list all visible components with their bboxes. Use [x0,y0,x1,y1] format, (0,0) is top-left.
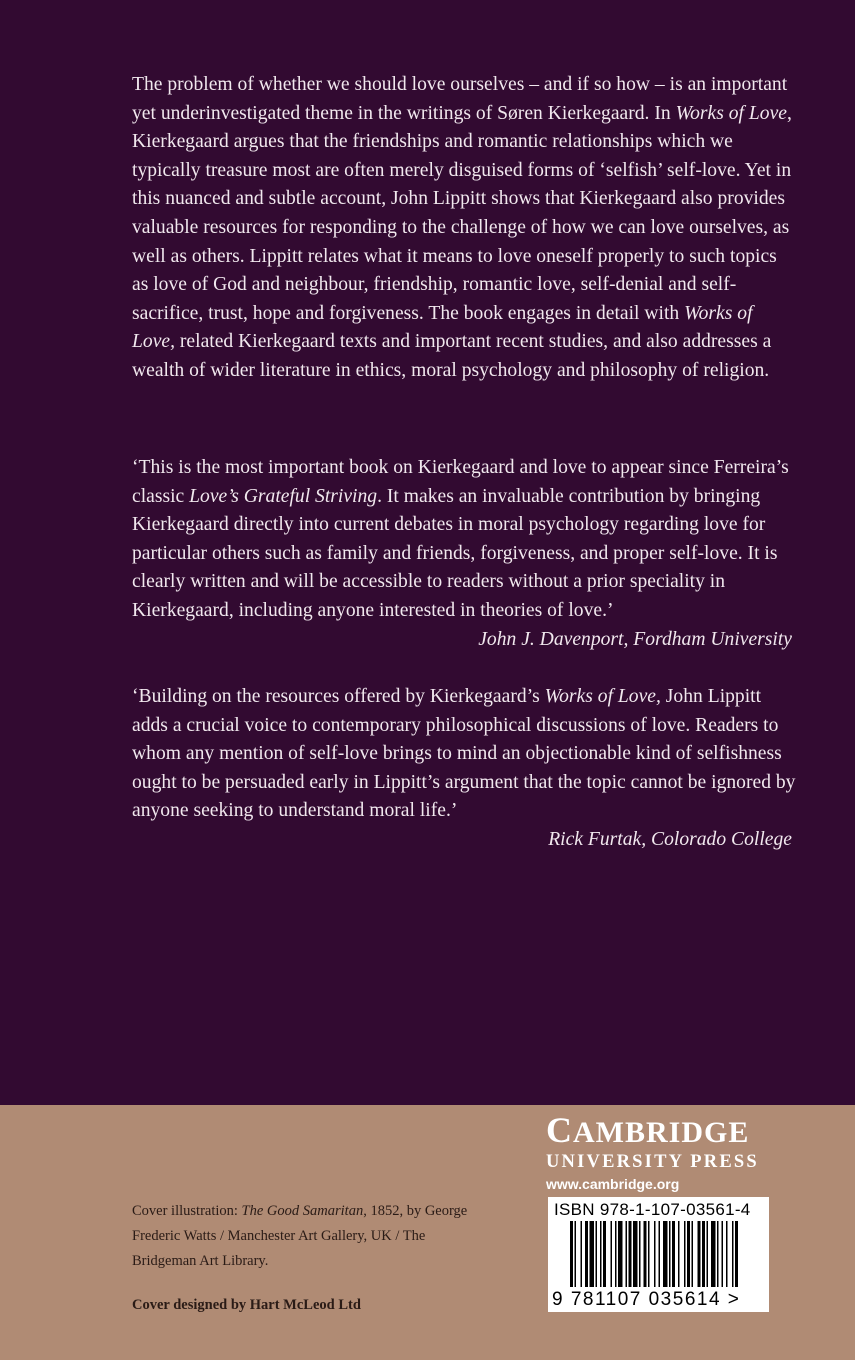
publisher-subtitle: UNIVERSITY PRESS [546,1152,759,1172]
barcode-bar [659,1221,661,1287]
credit-prefix: Cover illustration: [132,1203,242,1219]
quote1-title: Love’s Grateful Striving [189,485,378,507]
barcode-bar [633,1221,638,1287]
blurb-title-2: Works of Love, [132,302,753,353]
barcode-bar [726,1221,728,1287]
barcode-bar [611,1221,613,1287]
cover-designer-credit: Cover designed by Hart McLeod Ltd [132,1297,361,1313]
credit-artwork-title: The Good Samaritan [241,1203,364,1219]
barcode-digits: 9 781107 035614 > [552,1289,741,1310]
barcode-bar [639,1221,641,1287]
barcode-bar [654,1221,656,1287]
book-blurb [132,71,797,386]
quote2-text-1: ‘Building on the resources offered by Kierkegaard’s [132,686,545,707]
publisher-url: www.cambridge.org [546,1176,680,1192]
credit-rest: , 1852, by George Frederic Watts / Manchester Art Gallery, UK / The Bridgeman Art Library. [132,1203,468,1269]
barcode-bar [618,1221,623,1287]
barcode-bar [698,1221,701,1287]
barcode-bar [585,1221,588,1287]
publisher-name-rest: AMBRIDGE [573,1116,750,1149]
isbn-label: ISBN 978-1-107-03561-4 [554,1200,751,1219]
quote2-text-2: John Lippitt adds a crucial voice to contemporary philosophical discussions of love. Readers to whom any mention of self-love brings to mind an objectionable kind of selfishness ought to be persuaded early in Lippitt’s argument that the topic cannot be ignored by anyone seeking to understand moral life.’ [132,686,796,822]
blurb-title-1: Works of Love [675,102,787,124]
isbn-barcode [548,1197,769,1312]
blurb-text-1: The problem of whether we should love ourselves – and if so how – is an important yet underinvestigated theme in the writings of Søren Kierkegaard. In [132,74,788,124]
publisher-name [546,1112,776,1151]
barcode-bar [687,1221,690,1287]
publisher-logo [546,1112,776,1195]
quote1-text-1: ‘This is the most important book on Kierkegaard and love to appear since Ferreira’s classic [132,457,789,507]
barcode-bar [581,1221,583,1287]
cover-illustration-credit [132,1199,472,1274]
barcode-bar [648,1221,650,1287]
barcode-bar [732,1221,734,1287]
back-cover-bottom [0,1105,855,1360]
barcode-bars [548,1221,769,1289]
barcode-bar [644,1221,647,1287]
barcode-bar [663,1221,668,1287]
barcode-bar [735,1221,738,1287]
barcode-bar [678,1221,680,1287]
barcode-bar [575,1221,577,1287]
barcode-bar [600,1221,602,1287]
barcode-bar [626,1221,628,1287]
barcode-bar [711,1221,716,1287]
review-quote-2 [132,683,797,855]
blurb-text-2: , Kierkegaard argues that the friendships and romantic relationships which we typically treasure most are often merely disguised forms of ‘selfish’ self-love. Yet in this nuanced and subtle account, John Lippitt shows that Kierkegaard also provides valuable resources for responding to the challenge of how we can love ourselves, as well as others. Lippitt relates what it means to love oneself properly to such topics as love of God and neighbour, friendship, romantic love, self-denial and self-sacrifice, trust, hope and forgiveness. The book engages in detail with [132,102,792,324]
barcode-bar [707,1221,709,1287]
barcode-bar [672,1221,675,1287]
quote2-title: Works of Love, [544,686,661,707]
quote1-attribution: John J. Davenport, Fordham University [478,628,792,650]
quote2-attribution: Rick Furtak, Colorado College [548,828,792,850]
barcode-bar [702,1221,705,1287]
barcode-bar [603,1221,606,1287]
barcode-bar [684,1221,686,1287]
publisher-name-cap: C [546,1110,573,1150]
blurb-text-3: related Kierkegaard texts and important recent studies, and also addresses a wealth of wider literature in ethics, moral psychology and philosophy of religion. [132,331,772,381]
barcode-bar [570,1221,573,1287]
barcode-bar [692,1221,694,1287]
barcode-bar [669,1221,671,1287]
quote1-text-2: . It makes an invaluable contribution by bringing Kierkegaard directly into current debates in moral psychology regarding love for particular others such as family and friends, forgiveness, and proper self-love. It is clearly written and will be accessible to readers without a prior speciality in Kierkegaard, including anyone interested in theories of love.’ [132,485,778,621]
barcode-bar [722,1221,724,1287]
review-quote-1 [132,454,797,654]
barcode-bar [629,1221,632,1287]
barcode-bar [615,1221,617,1287]
barcode-bar [717,1221,719,1287]
barcode-bar [590,1221,595,1287]
barcode-bar [596,1221,598,1287]
